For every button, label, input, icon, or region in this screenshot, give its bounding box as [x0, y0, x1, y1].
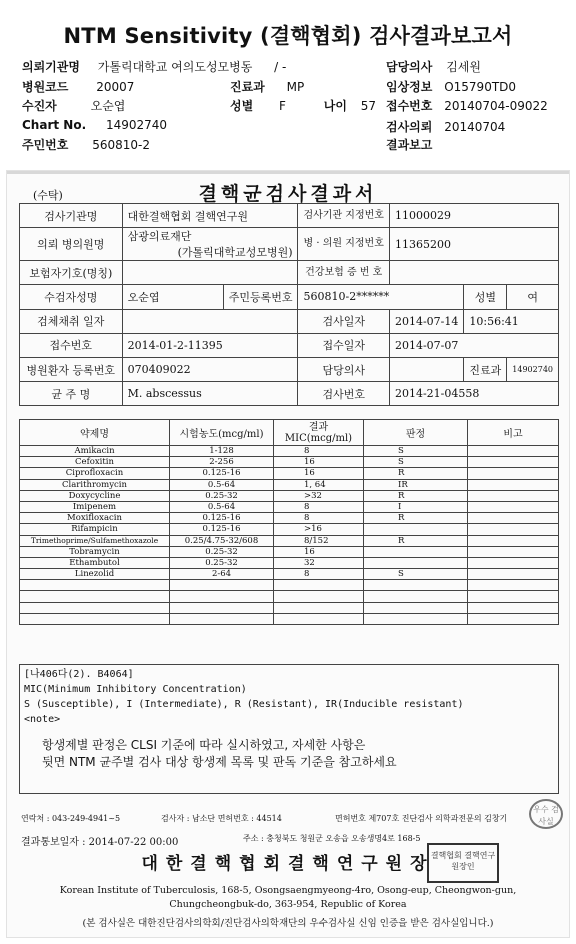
species-value: M. abscessus	[122, 382, 298, 406]
drug-row	[20, 479, 559, 490]
org-row	[22, 58, 286, 75]
rrn-value: 560810-2	[92, 138, 150, 152]
request-label: 검사의뢰	[386, 120, 433, 134]
cell-mic: >32	[274, 490, 364, 501]
cell-conc: 0.125-16	[170, 468, 274, 479]
empty-row	[20, 591, 559, 602]
cell-note	[468, 457, 559, 468]
rrn-value-scan: 560810-2******	[298, 285, 464, 309]
info-row	[20, 228, 559, 261]
clinical-row	[386, 78, 516, 95]
consignment-mark: (수탁)	[33, 189, 63, 202]
info-row	[20, 309, 559, 333]
cell-interp: S	[364, 446, 468, 457]
notes-box	[19, 664, 559, 794]
notes-kr-line1: 항생제별 판정은 CLSI 기준에 따라 실시하였고, 자세한 사항은	[42, 738, 366, 752]
org-label: 의뢰기관명	[22, 60, 80, 74]
footer-address-en2: Chungcheongbuk-do, 363-954, Republic of Korea	[169, 899, 407, 910]
report-row	[386, 136, 432, 153]
dept-label: 진료과	[230, 80, 265, 94]
cell-drug: Cefoxitin	[20, 457, 170, 468]
org-value: 가톨릭대학교 여의도성모병동	[97, 60, 253, 74]
code-row	[22, 78, 134, 95]
cell-mic: 8	[274, 513, 364, 524]
drug-header: 약제명	[20, 420, 170, 446]
cell-drug: Clarithromycin	[20, 479, 170, 490]
exam-date-value: 2014-07-14	[389, 309, 463, 333]
cell-note	[468, 524, 559, 535]
cell-drug	[20, 613, 170, 624]
drug-row	[20, 535, 559, 546]
name-label: 수검자성명	[20, 285, 123, 309]
cell-interp: R	[364, 535, 468, 546]
footer-address-en1: Korean Institute of Tuberculosis, 168-5, Osongsaengmyeong-4ro, Osong-eup, Cheongwon-gun,	[59, 885, 517, 896]
cell-mic: 8/152	[274, 535, 364, 546]
cell-drug: Rifampicin	[20, 524, 170, 535]
drug-header-row	[20, 420, 559, 446]
cell-conc: 2-64	[170, 569, 274, 580]
cell-drug: Tobramycin	[20, 546, 170, 557]
ins-label: 보험자기호(명칭)	[20, 261, 123, 285]
collect-label: 검체채취 일자	[20, 309, 123, 333]
doctor-value-scan	[389, 357, 463, 381]
cell-note	[468, 569, 559, 580]
cell-interp: R	[364, 513, 468, 524]
receipt-date-label: 접수일자	[298, 333, 389, 357]
cell-conc: 2-256	[170, 457, 274, 468]
hosp-label: 의뢰 병의원명	[20, 228, 123, 261]
lab-label: 검사기관명	[20, 204, 123, 228]
notes-kr	[24, 737, 554, 771]
empty-row	[20, 613, 559, 624]
interp-header: 판정	[364, 420, 468, 446]
info-row	[20, 261, 559, 285]
drug-row	[20, 513, 559, 524]
cell-drug: Imipenem	[20, 501, 170, 512]
age-value: 57	[360, 99, 377, 113]
footer-contact: 연락처 : 043-249-4941~5	[21, 814, 121, 823]
dept-value: MP	[286, 80, 305, 94]
cell-drug	[20, 602, 170, 613]
cell-mic: 16	[274, 457, 364, 468]
cell-conc: 0.25-32	[170, 557, 274, 568]
sex-row	[230, 97, 376, 114]
report-label: 결과보고	[386, 138, 433, 152]
cell-note	[468, 546, 559, 557]
drug-row	[20, 457, 559, 468]
cell-drug: Ethambutol	[20, 557, 170, 568]
cell-conc	[170, 613, 274, 624]
doctor-row	[386, 58, 481, 75]
notes-code: [나406다(2). B4064]	[24, 669, 134, 680]
hosp-cell	[122, 228, 298, 261]
rrn-label: 주민번호	[22, 138, 69, 152]
cell-mic: 8	[274, 569, 364, 580]
cell-mic: >16	[274, 524, 364, 535]
report-title: NTM Sensitivity (결핵협회) 검사결과보고서	[63, 24, 513, 48]
collect-value	[122, 309, 298, 333]
info-table	[19, 203, 559, 406]
drug-row	[20, 569, 559, 580]
dept-value-scan: 14902740	[507, 357, 559, 381]
cell-note	[468, 479, 559, 490]
cell-interp: R	[364, 490, 468, 501]
receipt-date-value: 2014-07-07	[389, 333, 558, 357]
cell-interp: R	[364, 468, 468, 479]
sex-value-scan: 여	[507, 285, 559, 309]
notes-legend: S (Susceptible), I (Intermediate), R (Resistant), IR(Inducible resistant)	[24, 699, 464, 710]
footer-license: 면허번호 제707호 진단검사 의학과전문의 김창기	[335, 814, 508, 823]
age-label: 나이	[323, 99, 347, 113]
cell-conc: 1-128	[170, 446, 274, 457]
request-row	[386, 118, 505, 135]
cell-note	[468, 468, 559, 479]
cell-interp	[364, 546, 468, 557]
cell-mic: 1, 64	[274, 479, 364, 490]
health-label: 건강보험 증 번 호	[298, 261, 389, 285]
cell-note	[468, 591, 559, 602]
dept-row	[230, 78, 304, 95]
mic-header: 결과 MIC(mcg/ml)	[274, 420, 364, 446]
drug-row	[20, 524, 559, 535]
sex-value: F	[279, 99, 286, 113]
exam-no-value: 2014-21-04558	[389, 382, 558, 406]
cell-interp: S	[364, 569, 468, 580]
drug-row	[20, 501, 559, 512]
cell-interp	[364, 613, 468, 624]
rrn-row	[22, 136, 150, 153]
cell-drug: Ciprofloxacin	[20, 468, 170, 479]
susceptibility-table	[19, 419, 559, 625]
sex-label: 성별	[230, 99, 254, 113]
cell-mic	[274, 580, 364, 591]
scanned-report	[6, 170, 570, 938]
cell-conc: 0.5-64	[170, 501, 274, 512]
cell-mic: 16	[274, 546, 364, 557]
notes-mic: MIC(Minimum Inhibitory Concentration)	[24, 684, 247, 695]
rrn-label-scan: 주민등록번호	[223, 285, 298, 309]
cell-drug: Trimethoprime/Sulfamethoxazole	[20, 535, 170, 546]
doctor-value: 김세원	[446, 60, 481, 74]
cell-interp: IR	[364, 479, 468, 490]
hosp-sub: (가톨릭대학교성모병원)	[177, 246, 293, 260]
cell-interp	[364, 557, 468, 568]
lab-no-value: 11000029	[389, 204, 558, 228]
cell-note	[468, 501, 559, 512]
scan-top-edge	[7, 171, 569, 174]
cell-interp: S	[364, 457, 468, 468]
cell-conc: 0.125-16	[170, 513, 274, 524]
cell-mic	[274, 591, 364, 602]
cell-interp: I	[364, 501, 468, 512]
director-seal: 결핵협회 결핵연구 원장인	[427, 843, 499, 883]
scan-title: 결핵균검사결과서	[198, 183, 378, 205]
doctor-label: 담당의사	[386, 60, 433, 74]
exam-date-label: 검사일자	[298, 309, 389, 333]
hosp-no-value: 11365200	[389, 228, 558, 261]
chart-label: Chart No.	[22, 118, 87, 132]
cell-conc: 0.25/4.75-32/608	[170, 535, 274, 546]
notes-tag: <note>	[24, 714, 61, 725]
cell-interp	[364, 524, 468, 535]
cell-mic: 32	[274, 557, 364, 568]
dept-label-scan: 진료과	[464, 357, 507, 381]
hosp-value: 삼광의료재단	[127, 230, 192, 244]
footer-examiner: 검사자 : 남소단 면허번호 : 44514	[161, 814, 282, 823]
receipt-row	[386, 97, 548, 114]
footer-address-kr: 주소 : 충청북도 청원군 오송읍 오송생명4로 168-5	[243, 834, 421, 843]
cell-conc: 0.125-16	[170, 524, 274, 535]
chart-value: 14902740	[105, 118, 168, 132]
cell-drug	[20, 591, 170, 602]
receipt-value-scan: 2014-01-2-11395	[122, 333, 298, 357]
lab-value: 대한결핵협회 결핵연구원	[122, 204, 298, 228]
cell-note	[468, 602, 559, 613]
patient-value: 오순엽	[90, 99, 126, 113]
footer-certification: (본 검사실은 대한진단검사의학회/진단검사의학재단의 우수검사실 신임 인증을 받은 검사실입니다.)	[82, 918, 494, 929]
receipt-label-scan: 접수번호	[20, 333, 123, 357]
quality-lab-seal: 우수 검사실	[529, 799, 563, 829]
cell-note	[468, 535, 559, 546]
cell-conc: 0.25-32	[170, 546, 274, 557]
cell-drug: Moxifloxacin	[20, 513, 170, 524]
cell-conc: 0.5-64	[170, 479, 274, 490]
clinical-label: 임상정보	[386, 80, 433, 94]
info-row	[20, 333, 559, 357]
patient-row	[22, 97, 125, 114]
doctor-label-scan: 담당의사	[298, 357, 389, 381]
patient-label: 수진자	[22, 99, 57, 113]
cell-note	[468, 446, 559, 457]
cell-mic: 16	[274, 468, 364, 479]
conc-header: 시험농도(mcg/ml)	[170, 420, 274, 446]
empty-row	[20, 602, 559, 613]
cell-note	[468, 513, 559, 524]
cell-drug: Linezolid	[20, 569, 170, 580]
cell-mic	[274, 602, 364, 613]
note-header: 비고	[468, 420, 559, 446]
info-row	[20, 285, 559, 309]
empty-row	[20, 580, 559, 591]
info-row	[20, 382, 559, 406]
exam-no-label: 검사번호	[298, 382, 389, 406]
info-row	[20, 357, 559, 381]
health-value	[389, 261, 558, 285]
drug-row	[20, 546, 559, 557]
receipt-value: 20140704-09022	[444, 99, 548, 113]
cell-note	[468, 557, 559, 568]
cell-conc: 0.25-32	[170, 490, 274, 501]
sex-label-scan: 성별	[464, 285, 507, 309]
cell-interp	[364, 591, 468, 602]
drug-row	[20, 446, 559, 457]
ins-value	[122, 261, 298, 285]
exam-time-value: 10:56:41	[464, 309, 559, 333]
cell-note	[468, 613, 559, 624]
reg-label: 병원환자 등록번호	[20, 357, 123, 381]
cell-note	[468, 490, 559, 501]
receipt-label: 접수번호	[386, 99, 433, 113]
cell-mic	[274, 613, 364, 624]
notes-kr-line2: 뒷면 NTM 균주별 검사 대상 항생제 목록 및 판독 기준을 참고하세요	[42, 755, 397, 769]
code-value: 20007	[96, 80, 135, 94]
drug-body	[20, 446, 559, 625]
cell-drug: Doxycycline	[20, 490, 170, 501]
cell-interp	[364, 602, 468, 613]
footer-report-date: 결과통보일자 : 2014-07-22 00:00	[21, 837, 179, 848]
cell-conc	[170, 591, 274, 602]
name-value: 오순엽	[122, 285, 223, 309]
footer-institute: 대한결핵협회결핵연구원장	[141, 854, 435, 874]
species-label: 균 주 명	[20, 382, 123, 406]
cell-mic: 8	[274, 446, 364, 457]
drug-row	[20, 468, 559, 479]
clinical-value: O15790TD0	[444, 80, 517, 94]
info-row	[20, 204, 559, 228]
reg-value: 070409022	[122, 357, 298, 381]
lab-no-label: 검사기관 지정번호	[298, 204, 389, 228]
cell-mic: 8	[274, 501, 364, 512]
cell-conc	[170, 580, 274, 591]
chart-row	[22, 118, 167, 132]
cell-drug	[20, 580, 170, 591]
drug-row	[20, 490, 559, 501]
cell-conc	[170, 602, 274, 613]
cell-note	[468, 580, 559, 591]
code-label: 병원코드	[22, 80, 69, 94]
drug-row	[20, 557, 559, 568]
cell-drug: Amikacin	[20, 446, 170, 457]
cell-interp	[364, 580, 468, 591]
org-slash: / -	[274, 60, 287, 74]
hosp-no-label: 병 · 의원 지정번호	[298, 228, 389, 261]
request-value: 20140704	[444, 120, 506, 134]
